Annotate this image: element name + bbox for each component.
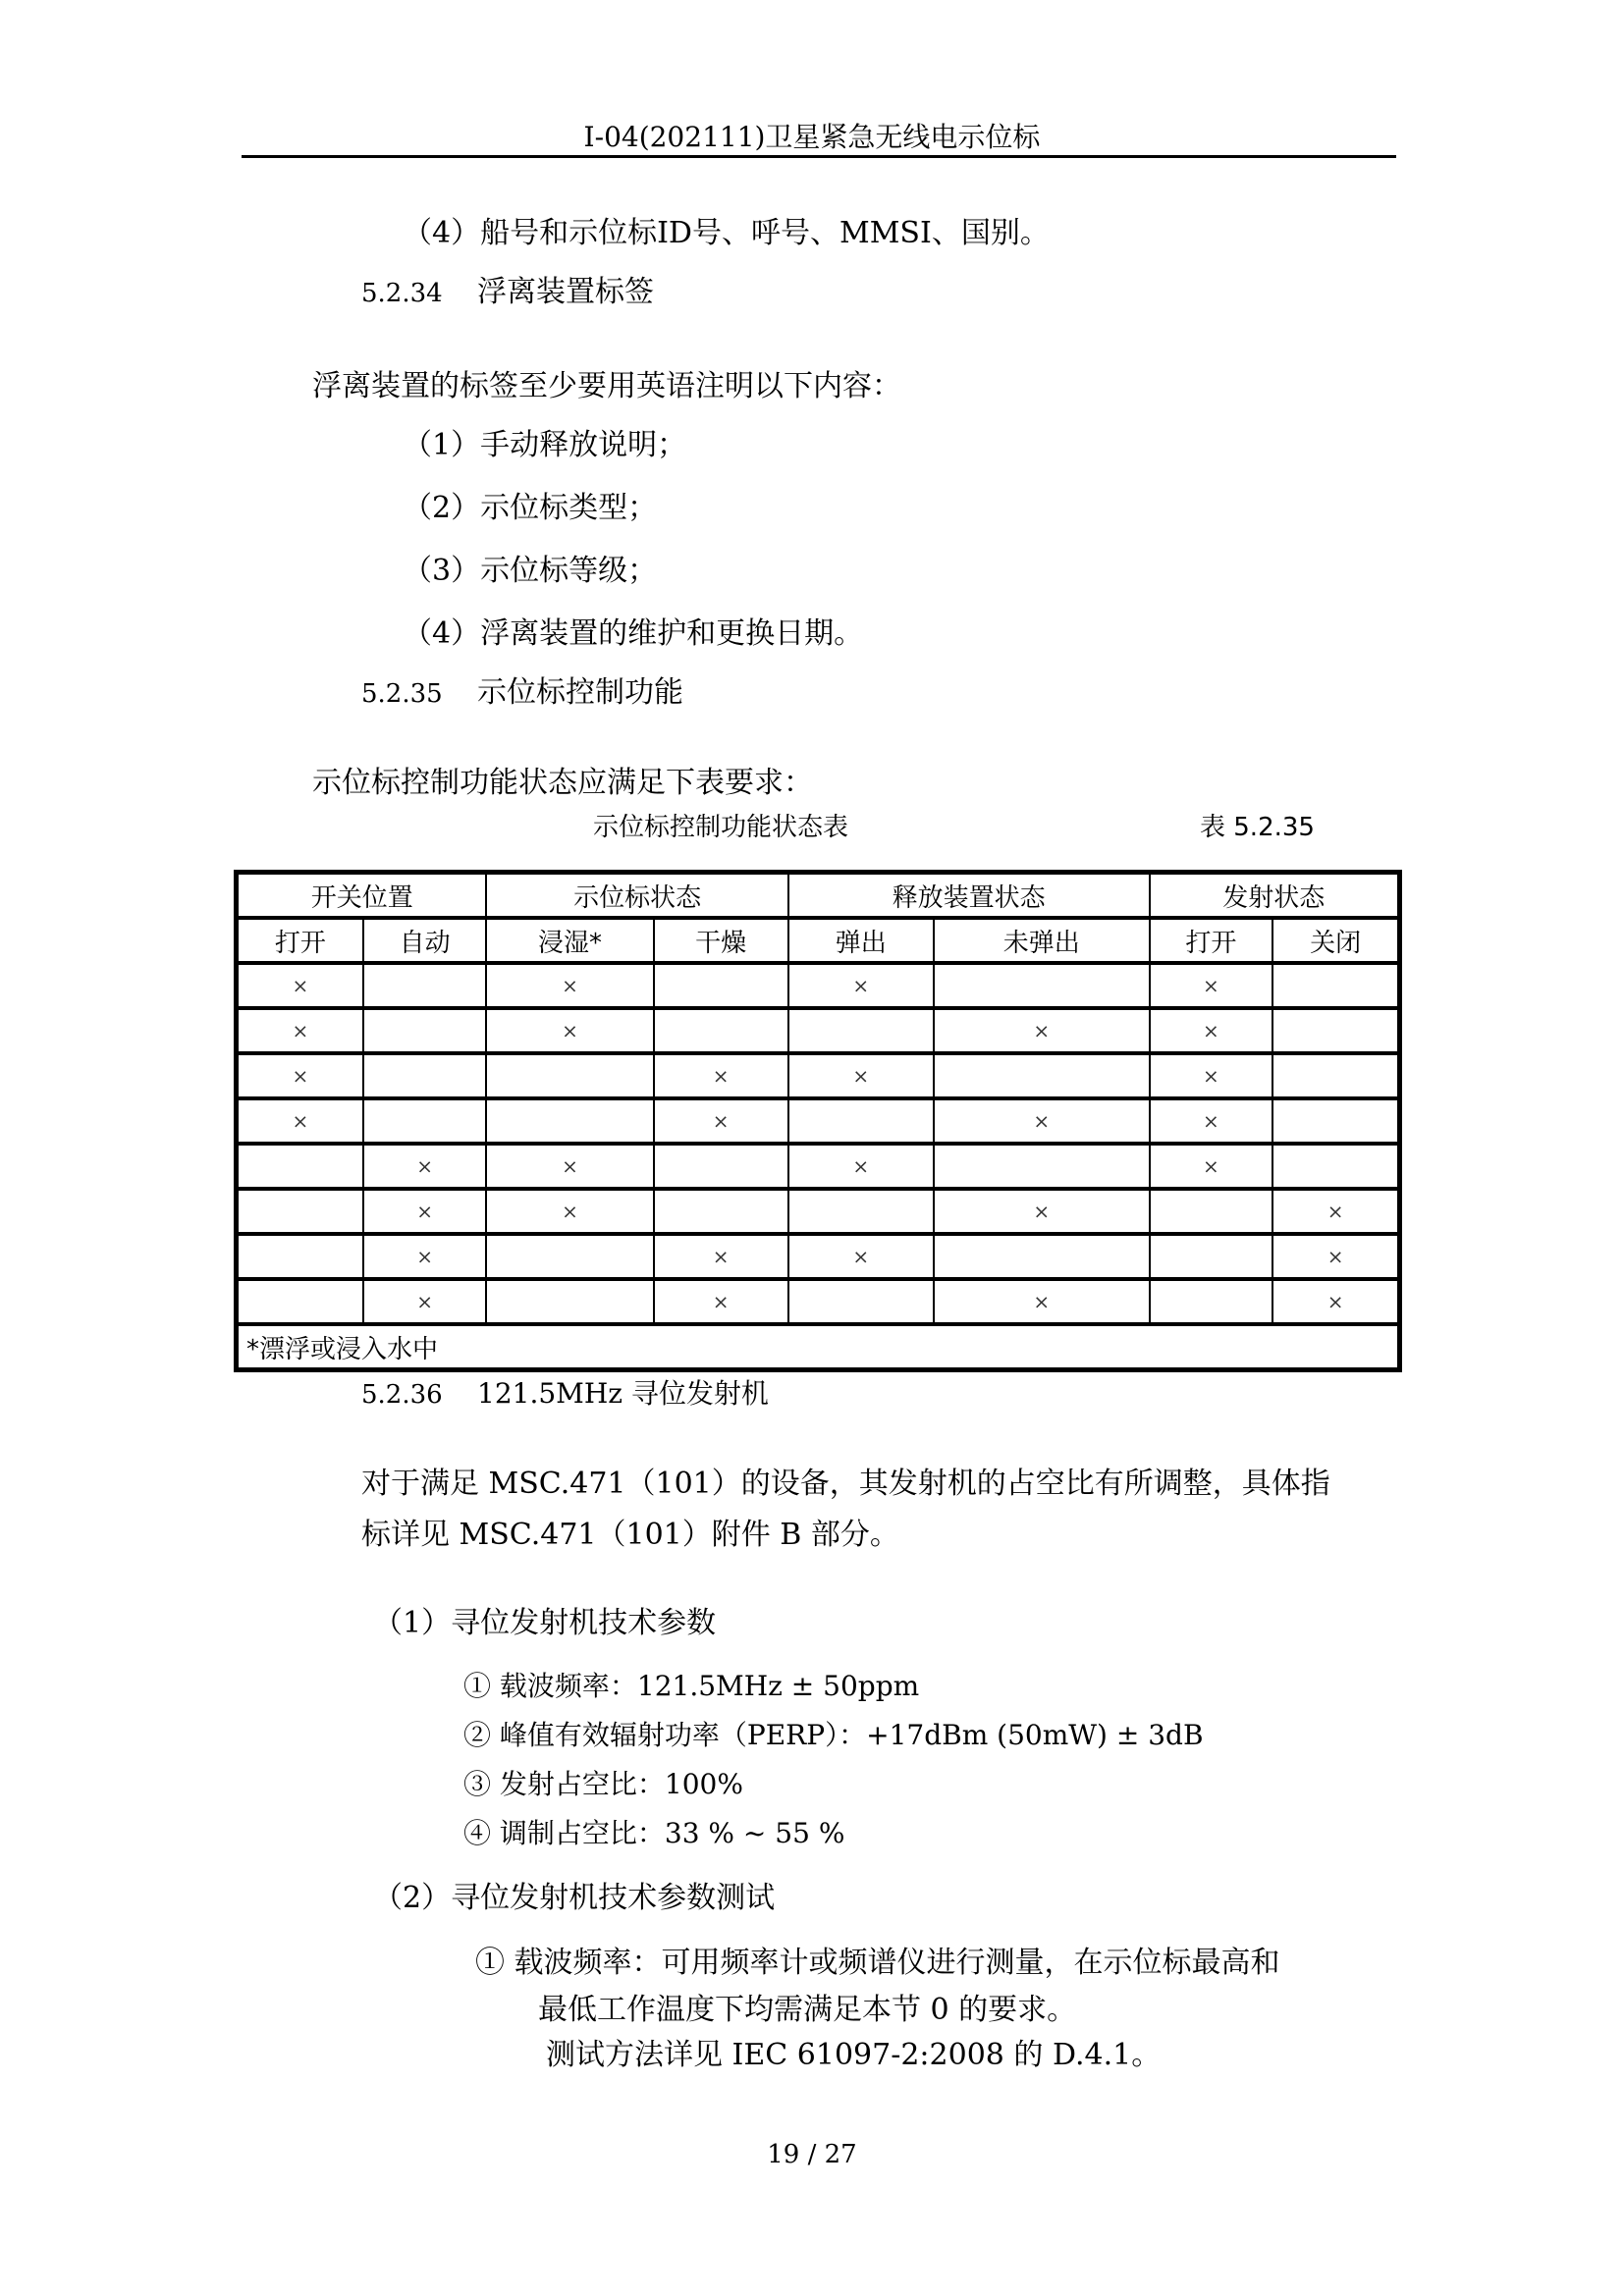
table-cell: × [1150,1098,1273,1144]
table-cell [1272,1144,1399,1189]
table-cell [654,1008,788,1053]
table-cell [486,1053,653,1098]
list-item: （3）示位标等级； [403,554,658,588]
table-cell [1150,1189,1273,1234]
table-cell: × [788,1234,934,1279]
table-cell [486,1234,653,1279]
table-cell: × [237,963,363,1008]
table-footnote-row [237,1324,1400,1370]
list-item: （4）船号和示位标ID号、呼号、MMSI、国别。 [403,216,1050,250]
control-status-table [234,870,1402,1372]
table-row [237,963,1400,1008]
table-row [237,1008,1400,1053]
group-header: 开关位置 [237,873,487,919]
table-cell [934,1144,1150,1189]
table-cell [363,1008,487,1053]
table-label: 表 5.2.35 [1200,813,1315,842]
table-cell: × [486,963,653,1008]
table-row [237,1279,1400,1324]
sub-header: 干燥 [654,918,788,963]
table-cell [1272,1008,1399,1053]
table-cell: × [654,1234,788,1279]
table-cell: × [237,1053,363,1098]
table-cell [654,1144,788,1189]
table-cell: × [363,1279,487,1324]
subsection-title: （1）寻位发射机技术参数 [373,1606,717,1640]
table-cell [934,1234,1150,1279]
table-cell [363,963,487,1008]
page-number: 19 / 27 [767,2140,857,2169]
table-cell: × [1272,1279,1399,1324]
test-item-line: 最低工作温度下均需满足本节 0 的要求。 [538,1993,1077,2027]
table-cell: × [788,1053,934,1098]
table-cell [1150,1234,1273,1279]
table-row [237,1098,1400,1144]
table-cell [1272,1053,1399,1098]
table-cell [363,1098,487,1144]
table-cell: × [788,1144,934,1189]
table-row [237,1189,1400,1234]
sub-header: 打开 [1150,918,1273,963]
section-number: 5.2.35 [361,679,443,709]
sub-header: 浸湿* [486,918,653,963]
table-cell: × [1150,963,1273,1008]
table-cell: × [486,1008,653,1053]
section-number: 5.2.36 [361,1380,443,1410]
list-item: （2）示位标类型； [403,491,658,525]
table-cell [486,1279,653,1324]
header-rule [242,155,1396,158]
table-cell: × [654,1098,788,1144]
section-heading-5-2-35 [361,667,683,711]
table-cell [654,963,788,1008]
table-cell: × [363,1144,487,1189]
table-cell: × [363,1234,487,1279]
table-cell: × [788,963,934,1008]
table-footnote: *漂浮或浸入水中 [237,1324,1400,1370]
table-cell: × [654,1279,788,1324]
table-cell [237,1144,363,1189]
table-cell: × [934,1279,1150,1324]
table-cell [237,1279,363,1324]
test-item-line: ① 载波频率：可用频率计或频谱仪进行测量，在示位标最高和 [475,1946,1280,1980]
table-cell [934,963,1150,1008]
sub-header: 自动 [363,918,487,963]
table-row [237,1234,1400,1279]
table-cell: × [486,1144,653,1189]
table-sub-header-row [237,918,1400,963]
table-cell [788,1098,934,1144]
table-cell: × [363,1189,487,1234]
table-cell [654,1189,788,1234]
table-cell: × [1150,1053,1273,1098]
table-cell: × [1150,1008,1273,1053]
paragraph-line: 对于满足 MSC.471（101）的设备，其发射机的占空比有所调整，具体指 [361,1467,1330,1501]
table-cell [363,1053,487,1098]
table-row [237,1053,1400,1098]
table-caption: 示位标控制功能状态表 [593,813,849,842]
param-item: ③ 发射占空比：100% [463,1768,743,1800]
sub-header: 未弹出 [934,918,1150,963]
table-cell [788,1189,934,1234]
table-cell [1272,1098,1399,1144]
section-heading-5-2-36 [361,1372,769,1412]
table-cell [486,1098,653,1144]
section-title: 121.5MHz 寻位发射机 [477,1377,769,1410]
list-item: （4）浮离装置的维护和更换日期。 [403,616,864,651]
table-cell: × [654,1053,788,1098]
table-cell [237,1234,363,1279]
sub-header: 关闭 [1272,918,1399,963]
section-number: 5.2.34 [361,279,443,308]
paragraph-line: 标详见 MSC.471（101）附件 B 部分。 [361,1518,899,1552]
table-cell: × [237,1008,363,1053]
table-group-header-row [237,873,1400,919]
paragraph: 浮离装置的标签至少要用英语注明以下内容： [312,369,901,403]
table-cell: × [237,1098,363,1144]
table-cell [237,1189,363,1234]
param-item: ④ 调制占空比：33 % ~ 55 % [463,1817,845,1849]
section-title: 示位标控制功能 [477,675,683,710]
table-cell: × [486,1189,653,1234]
table-cell: × [934,1189,1150,1234]
table-cell [1150,1279,1273,1324]
running-header: I-04(202111)卫星紧急无线电示位标 [583,121,1041,153]
test-item-line: 测试方法详见 IEC 61097-2:2008 的 D.4.1。 [546,2038,1162,2072]
group-header: 释放装置状态 [788,873,1150,919]
table-cell: × [1150,1144,1273,1189]
param-item: ① 载波频率：121.5MHz ± 50ppm [463,1670,920,1702]
subsection-title: （2）寻位发射机技术参数测试 [373,1881,776,1915]
table-cell [788,1279,934,1324]
list-item: （1）手动释放说明； [403,428,687,462]
table-cell: × [934,1008,1150,1053]
table-cell: × [1272,1234,1399,1279]
table-cell: × [1272,1189,1399,1234]
param-item: ② 峰值有效辐射功率（PERP）：+17dBm (50mW) ± 3dB [463,1719,1204,1751]
sub-header: 弹出 [788,918,934,963]
table-cell: × [934,1098,1150,1144]
table-cell [788,1008,934,1053]
table-row [237,1144,1400,1189]
group-header: 示位标状态 [486,873,787,919]
table-cell [934,1053,1150,1098]
group-header: 发射状态 [1150,873,1400,919]
paragraph: 示位标控制功能状态应满足下表要求： [312,766,813,800]
section-title: 浮离装置标签 [477,275,654,309]
sub-header: 打开 [237,918,363,963]
table-cell [1272,963,1399,1008]
section-heading-5-2-34 [361,267,654,310]
